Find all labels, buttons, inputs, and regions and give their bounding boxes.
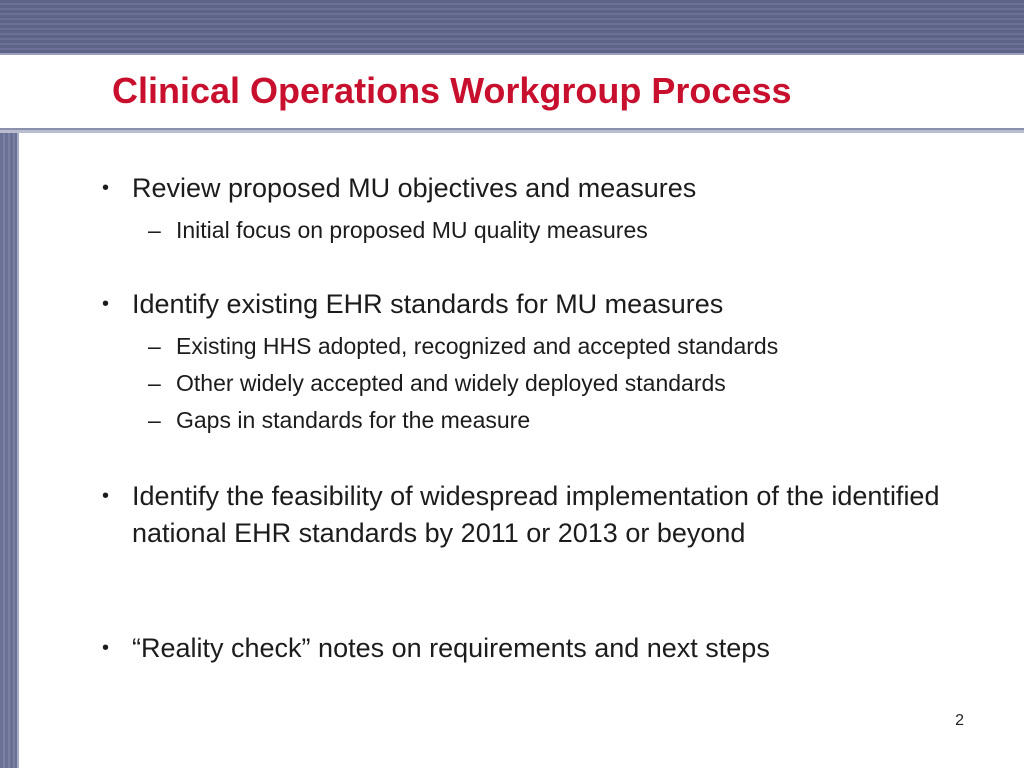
sub-bullet-text: Initial focus on proposed MU quality measures xyxy=(176,217,648,243)
sub-bullet-text: Existing HHS adopted, recognized and accepted standards xyxy=(176,333,779,359)
bullet-marker: • xyxy=(102,637,110,659)
bullet-marker: • xyxy=(102,485,110,507)
sub-bullet-marker: – xyxy=(148,407,161,433)
bullet-text: Review proposed MU objectives and measures xyxy=(132,173,697,203)
bullet-marker: • xyxy=(102,177,110,199)
page-number: 2 xyxy=(955,712,964,729)
bullet-text: Identify the feasibility of widespread implementation of the identified national EHR standards by 2011 or 2013 or beyond xyxy=(132,481,940,548)
sub-bullet-marker: – xyxy=(148,333,161,359)
sub-bullet-text: Gaps in standards for the measure xyxy=(176,407,531,433)
bullet-marker: • xyxy=(102,293,110,315)
slide-title: Clinical Operations Workgroup Process xyxy=(112,70,792,111)
bullet-text: Identify existing EHR standards for MU measures xyxy=(132,289,724,319)
sub-bullet-marker: – xyxy=(148,370,161,396)
sub-bullet-marker: – xyxy=(148,217,161,243)
bullet-text: “Reality check” notes on requirements and next steps xyxy=(132,633,770,663)
sub-bullet-text: Other widely accepted and widely deployed standards xyxy=(176,370,726,396)
